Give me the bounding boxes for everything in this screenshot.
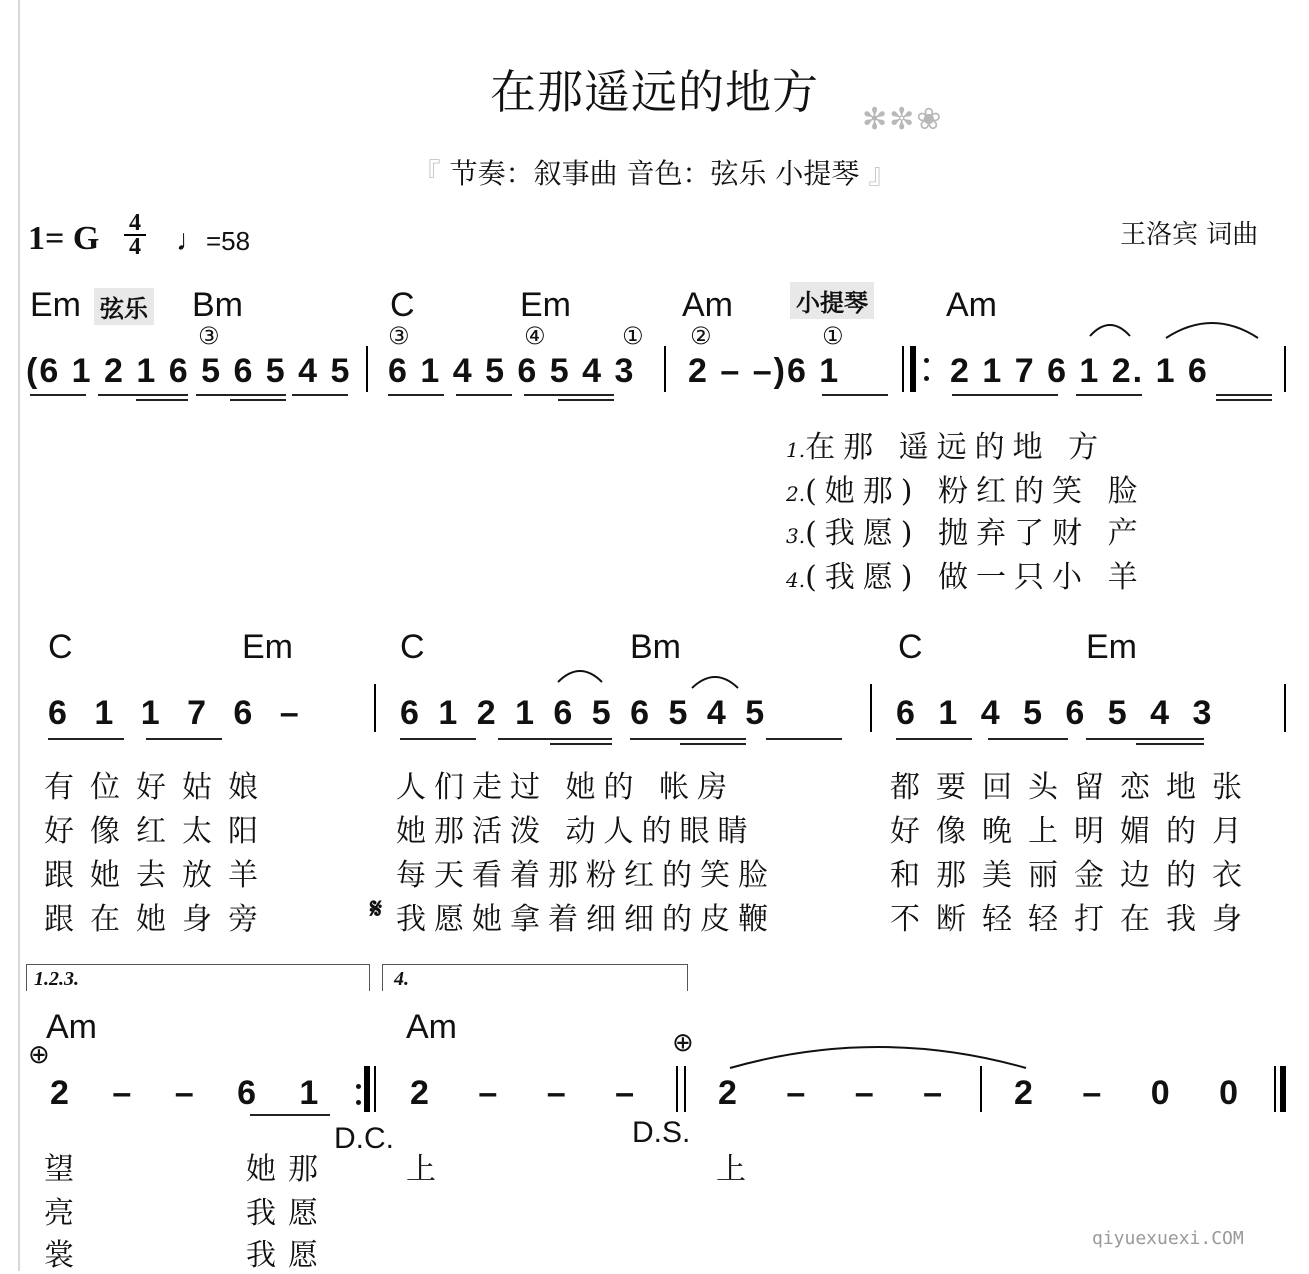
bar-line xyxy=(684,1066,686,1112)
bar-line xyxy=(366,346,368,392)
verse-line: 1.在那 遥远的地 方 xyxy=(786,430,1107,465)
bar-line xyxy=(870,684,872,732)
measure-notes: 6 1 2 1 6 5 6 5 4 5 xyxy=(400,694,767,732)
measure-notes: 6 1 4 5 6 5 4 3 xyxy=(388,352,636,390)
flower-decoration-icon: ✻✼❀ xyxy=(862,102,944,137)
measure-notes: 2 – 0 0 xyxy=(1014,1074,1240,1112)
repeat-end-bar xyxy=(364,1066,370,1112)
string-number: ④ xyxy=(524,322,546,350)
instrument-label-strings: 弦乐 xyxy=(94,288,154,325)
string-number: ② xyxy=(690,322,712,350)
lyric-line: 人们走过 她的 帐房 xyxy=(396,770,736,805)
measure-notes: 2 – – – xyxy=(718,1074,944,1112)
tempo-marking: ♩=58 xyxy=(176,224,251,257)
chord: C xyxy=(390,286,415,324)
composer: 王洛宾 词曲 xyxy=(1120,220,1259,250)
bar-line xyxy=(664,346,666,392)
string-number: ③ xyxy=(198,322,220,350)
chord: Em xyxy=(1086,628,1137,666)
verse-line: 4.(我愿) 做一只小 羊 xyxy=(786,560,1146,595)
slur xyxy=(1088,318,1132,338)
measure-notes: 2 – – 6 1 xyxy=(50,1074,321,1112)
lyric-line: 我愿她拿着细细的皮鞭 xyxy=(396,902,776,937)
chord: Em xyxy=(520,286,571,324)
lyric-line: 都要回头留恋地张 xyxy=(890,770,1258,805)
chord: Bm xyxy=(192,286,243,324)
right-bracket: 』 xyxy=(868,157,897,190)
chord: Bm xyxy=(630,628,681,666)
bar-line xyxy=(980,1066,982,1112)
lyric-line: 好像红太阳 xyxy=(44,814,274,849)
string-number: ③ xyxy=(388,322,410,350)
lyric: 亮 xyxy=(44,1196,82,1231)
chord: Em xyxy=(30,286,81,324)
chord: Am xyxy=(406,1008,457,1046)
lyric: 上 xyxy=(716,1152,754,1187)
lyric-line: 每天看着那粉红的笑脸 xyxy=(396,858,776,893)
key-signature: 1= G xyxy=(28,220,100,257)
lyric: 望 xyxy=(44,1152,82,1187)
lyric-line: 跟在她身旁 xyxy=(44,902,274,937)
bar-line xyxy=(374,1066,376,1112)
lyric-line: 有位好姑娘 xyxy=(44,770,274,805)
lyric: 裳 xyxy=(44,1238,82,1273)
volta-label: 4. xyxy=(394,968,409,990)
slur xyxy=(690,670,740,690)
chord: Am xyxy=(46,1008,97,1046)
subtitle-text: 节奏：叙事曲 音色：弦乐 小提琴 xyxy=(449,157,860,190)
chord: Am xyxy=(946,286,997,324)
measure-notes: 6 1 4 5 6 5 4 3 xyxy=(896,694,1214,732)
volta-label: 1.2.3. xyxy=(34,968,79,990)
lyric: 她那 xyxy=(246,1152,330,1187)
lyric: 我愿 xyxy=(246,1196,330,1231)
coda-icon: ⊕ xyxy=(28,1040,50,1070)
chord: Em xyxy=(242,628,293,666)
measure-notes: 2 – –)6 1 xyxy=(688,352,841,390)
watermark: qiyuexuexi.COM xyxy=(1092,1228,1244,1249)
measure-notes: 2 1 7 6 1 2. 1 6 xyxy=(950,352,1209,390)
segno-icon: 𝄋 xyxy=(370,892,383,925)
chord: C xyxy=(898,628,923,666)
chord: C xyxy=(48,628,73,666)
chord: C xyxy=(400,628,425,666)
lyric-line: 好像晚上明媚的月 xyxy=(890,814,1258,849)
coda-icon: ⊕ xyxy=(672,1028,694,1058)
lyric: 我愿 xyxy=(246,1238,330,1273)
subtitle xyxy=(0,152,1309,192)
song-title: 在那遥远的地方 xyxy=(490,65,819,119)
lyric-line: 不断轻轻打在我身 xyxy=(890,902,1258,937)
slur xyxy=(1164,316,1260,340)
ds-marking: D.S. xyxy=(632,1116,691,1149)
chord: Am xyxy=(682,286,733,324)
bar-line xyxy=(1284,346,1286,392)
verse-line: 2.(她那) 粉红的笑 脸 xyxy=(786,474,1146,509)
bar-line xyxy=(374,684,376,732)
slur xyxy=(556,664,604,684)
lyric-line: 她那活泼 动人的眼睛 xyxy=(396,814,756,849)
measure-notes: (6 1 2 1 6 5 6 5 4 5 xyxy=(26,352,352,390)
quarter-note-icon: ♩ xyxy=(176,224,206,257)
bar-line xyxy=(676,1066,678,1112)
left-bracket: 『 xyxy=(412,157,441,190)
tie xyxy=(728,1040,1028,1070)
final-bar xyxy=(1280,1066,1286,1112)
string-number: ① xyxy=(822,322,844,350)
bar-line xyxy=(1274,1066,1276,1112)
volta-2 xyxy=(382,964,688,991)
dc-marking: D.C. xyxy=(334,1122,394,1155)
bar-line xyxy=(1284,684,1286,732)
measure-notes: 2 – – – xyxy=(410,1074,636,1112)
verse-line: 3.(我愿) 抛弃了财 产 xyxy=(786,516,1146,551)
measure-notes: 6 1 1 7 6 – xyxy=(48,694,301,732)
lyric: 上 xyxy=(406,1152,444,1187)
lyric-line: 和那美丽金边的衣 xyxy=(890,858,1258,893)
string-number: ① xyxy=(622,322,644,350)
bar-line xyxy=(902,346,904,392)
time-signature: 4 4 xyxy=(124,212,146,258)
lyric-line: 跟她去放羊 xyxy=(44,858,274,893)
instrument-label-violin: 小提琴 xyxy=(790,282,874,319)
repeat-start-bar xyxy=(910,346,916,392)
